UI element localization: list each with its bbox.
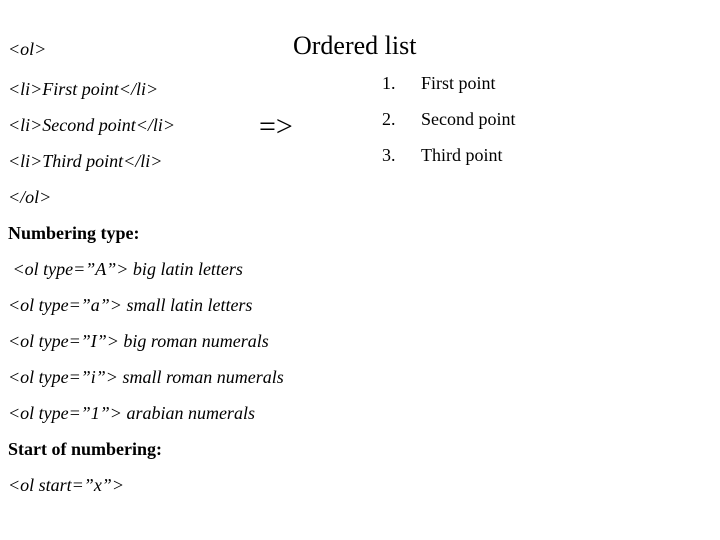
numbering-type-line: <ol type=”i”> small roman numerals xyxy=(8,367,284,387)
list-item: Third point xyxy=(421,145,503,165)
numbering-type-line: <ol type=”I”> big roman numerals xyxy=(8,331,269,351)
slide-title: Ordered list xyxy=(293,31,417,60)
code-line-li-third: <li>Third point</li> xyxy=(8,151,163,171)
list-item-number: 3. xyxy=(382,145,396,165)
start-numbering-code: <ol start=”x”> xyxy=(8,475,124,495)
numbering-type-line: <ol type=”1”> arabian numerals xyxy=(8,403,255,423)
list-item-number: 2. xyxy=(382,109,396,129)
code-line-li-first: <li>First point</li> xyxy=(8,79,159,99)
list-item: Second point xyxy=(421,109,516,129)
list-item: First point xyxy=(421,73,496,93)
numbering-type-line: <ol type=”A”> big latin letters xyxy=(8,259,243,279)
numbering-type-line: <ol type=”a”> small latin letters xyxy=(8,295,253,315)
list-item-number: 1. xyxy=(382,73,396,93)
code-line-li-second: <li>Second point</li> xyxy=(8,115,176,135)
start-numbering-heading: Start of numbering: xyxy=(8,439,162,459)
code-line-ol-close: </ol> xyxy=(8,187,52,207)
code-line-ol-open: <ol> xyxy=(8,39,47,59)
result-arrow: => xyxy=(259,110,293,143)
numbering-type-heading: Numbering type: xyxy=(8,223,140,243)
